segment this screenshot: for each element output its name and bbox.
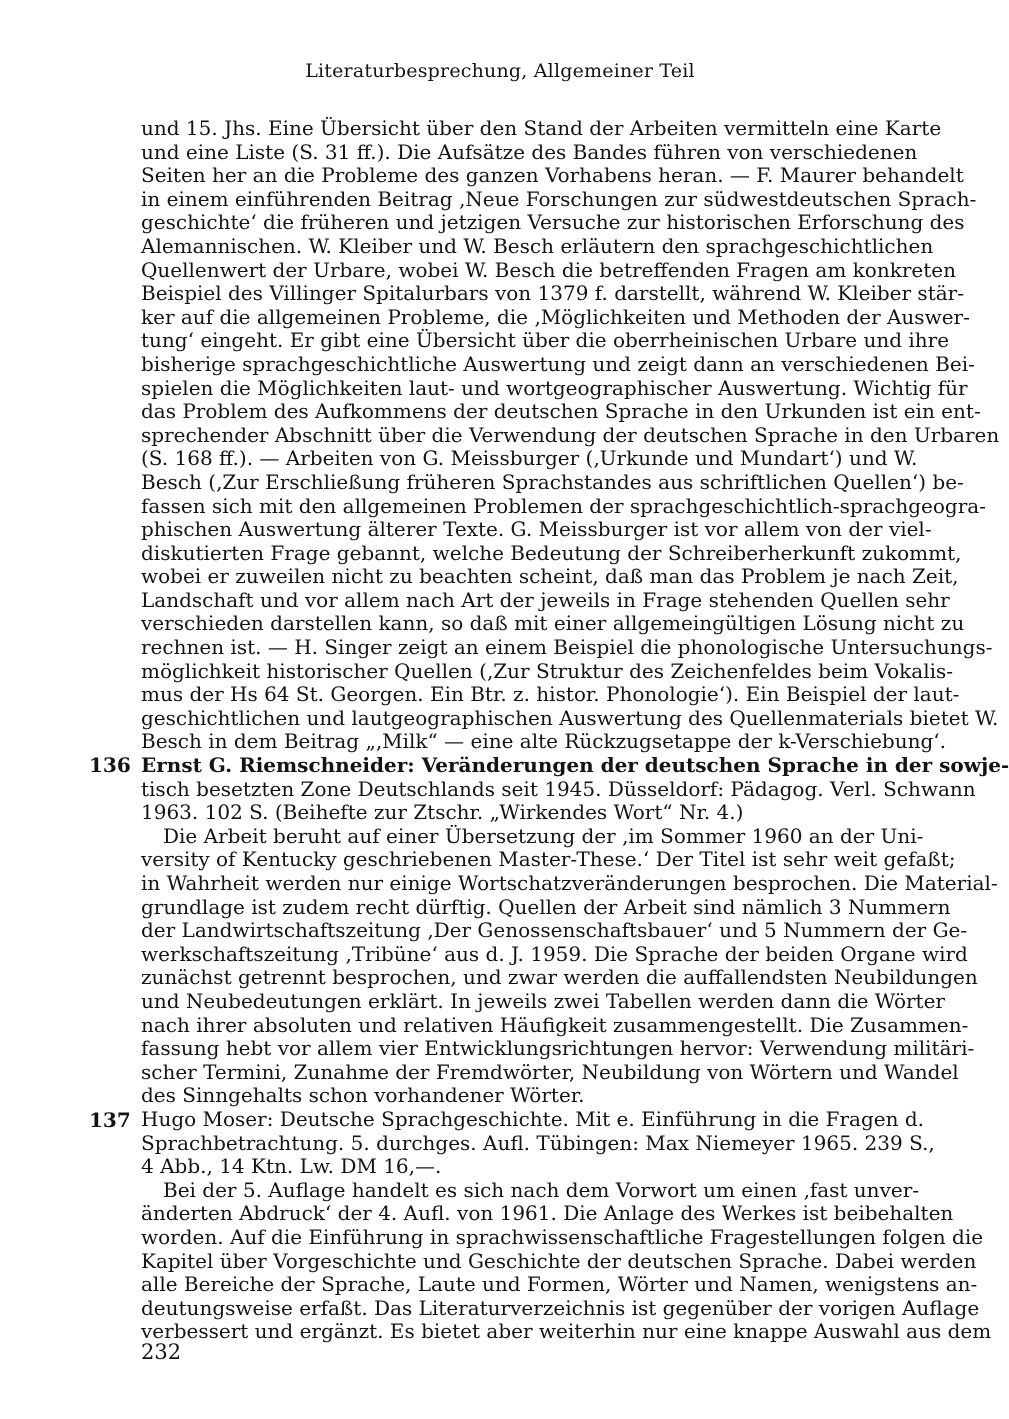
- text-line: tung‘ eingeht. Er gibt eine Übersicht über die oberrheinischen Urbare und ihre: [141, 328, 950, 353]
- text-line: geschichte‘ die früheren und jetzigen Versuche zur historischen Erforschung des: [141, 210, 965, 235]
- text-line: ker auf die allgemeinen Probleme, die ‚Möglichkeiten und Methoden der Auswer-: [141, 304, 970, 329]
- text-line: grundlage ist zudem recht dürftig. Quellen der Arbeit sind nämlich 3 Nummern: [141, 894, 951, 919]
- text-line: werkschaftszeitung ‚Tribüne‘ aus d. J. 1959. Die Sprache der beiden Organe wird: [141, 941, 968, 966]
- text-line: zunächst getrennt besprochen, und zwar werden die auffallendsten Neubildungen: [141, 965, 978, 990]
- entry-heading-line: 1963. 102 S. (Beihefte zur Ztschr. „Wirkendes Wort“ Nr. 4.): [141, 800, 744, 825]
- running-head: Literaturbesprechung, Allgemeiner Teil: [305, 60, 695, 82]
- entry-heading-line: tisch besetzten Zone Deutschlands seit 1945. Düsseldorf: Pädagog. Verl. Schwann: [141, 776, 976, 801]
- text-line: Besch in dem Beitrag „‚Milk“ — eine alte Rückzugsetappe der k-Verschiebung‘.: [141, 729, 946, 754]
- text-line: phischen Auswertung älterer Texte. G. Meissburger ist vor allem von der viel-: [141, 517, 932, 542]
- text-line: versity of Kentucky geschriebenen Master-These.‘ Der Titel ist sehr weit gefaßt;: [141, 847, 956, 872]
- entry-heading-line: Hugo Moser: Deutsche Sprachgeschichte. Mit e. Einführung in die Fragen d.: [141, 1106, 925, 1131]
- text-line: möglichkeit historischer Quellen (‚Zur Struktur des Zeichenfeldes beim Vokalis-: [141, 658, 954, 683]
- text-line: Beispiel des Villinger Spitalurbars von 1379 f. darstellt, während W. Kleiber stär-: [141, 281, 964, 306]
- entry-heading-line: Sprachbetrachtung. 5. durchges. Aufl. Tübingen: Max Niemeyer 1965. 239 S.,: [141, 1130, 935, 1155]
- text-line: Seiten her an die Probleme des ganzen Vorhabens heran. — F. Maurer behandelt: [141, 163, 964, 188]
- text-line: änderten Abdruck‘ der 4. Aufl. von 1961. Die Anlage des Werkes ist beibehalten: [141, 1201, 954, 1226]
- text-line: bisherige sprachgeschichtliche Auswertung und zeigt dann an verschiedenen Bei-: [141, 351, 975, 376]
- text-line: Die Arbeit beruht auf einer Übersetzung der ‚im Sommer 1960 an der Uni-: [163, 823, 924, 848]
- text-line: und Neubedeutungen erklärt. In jeweils zwei Tabellen werden dann die Wörter: [141, 988, 945, 1013]
- text-line: das Problem des Aufkommens der deutschen Sprache in den Urkunden ist ein ent-: [141, 399, 981, 424]
- body-text: [141, 116, 1009, 1344]
- text-line: Alemannischen. W. Kleiber und W. Besch erläutern den sprachgeschichtlichen: [141, 233, 934, 258]
- text-line: Quellenwert der Urbare, wobei W. Besch die betreffenden Fragen am konkreten: [141, 257, 956, 282]
- text-line: worden. Auf die Einführung in sprachwissenschaftliche Fragestellungen folgen die: [141, 1224, 984, 1249]
- text-line: verbessert und ergänzt. Es bietet aber weiterhin nur eine knappe Auswahl aus dem: [141, 1319, 992, 1344]
- entry-heading-line: 4 Abb., 14 Ktn. Lw. DM 16,—.: [141, 1154, 442, 1179]
- text-line: der Landwirtschaftszeitung ‚Der Genossenschaftsbauer‘ und 5 Nummern der Ge-: [141, 918, 968, 943]
- text-line: (S. 168 ff.). — Arbeiten von G. Meissburger (‚Urkunde und Mundart‘) und W.: [141, 446, 918, 471]
- text-line: nach ihrer absoluten und relativen Häufigkeit zusammengestellt. Die Zusammen-: [141, 1012, 969, 1037]
- text-line: fassung hebt vor allem vier Entwicklungsrichtungen hervor: Verwendung militäri-: [141, 1036, 975, 1061]
- text-line: Bei der 5. Auflage handelt es sich nach dem Vorwort um einen ‚fast unver-: [163, 1177, 920, 1202]
- entry-heading-line: Ernst G. Riemschneider: Veränderungen der deutschen Sprache in der sowje-: [141, 753, 1009, 778]
- text-line: Landschaft und vor allem nach Art der jeweils in Frage stehenden Quellen sehr: [141, 587, 950, 612]
- text-line: rechnen ist. — H. Singer zeigt an einem Beispiel die phonologische Untersuchungs-: [141, 635, 993, 660]
- text-line: verschieden darstellen kann, so daß mit einer allgemeingültigen Lösung nicht zu: [141, 611, 965, 636]
- text-line: alle Bereiche der Sprache, Laute und Formen, Wörter und Namen, wenigstens an-: [141, 1272, 978, 1297]
- page-number: 232: [141, 1340, 182, 1364]
- text-line: geschichtlichen und lautgeographischen Auswertung des Quellenmaterials bietet W.: [141, 705, 999, 730]
- text-line: mus der Hs 64 St. Georgen. Ein Btr. z. histor. Phonologie‘). Ein Beispiel der laut-: [141, 682, 960, 707]
- entry-number-136: 136: [89, 753, 131, 777]
- text-line: in einem einführenden Beitrag ‚Neue Forschungen zur südwestdeutschen Sprach-: [141, 186, 977, 211]
- text-line: scher Termini, Zunahme der Fremdwörter, Neubildung von Wörtern und Wandel: [141, 1059, 959, 1084]
- text-line: fassen sich mit den allgemeinen Problemen der sprachgeschichtlich-sprachgeogra-: [141, 493, 986, 518]
- text-line: Besch (‚Zur Erschließung früheren Sprachstandes aus schriftlichen Quellen‘) be-: [141, 469, 964, 494]
- text-line: diskutierten Frage gebannt, welche Bedeutung der Schreiberherkunft zukommt,: [141, 540, 962, 565]
- text-line: des Sinngehalts schon vorhandener Wörter.: [141, 1083, 585, 1108]
- text-line: spielen die Möglichkeiten laut- und wortgeographischer Auswertung. Wichtig für: [141, 375, 968, 400]
- text-line: Kapitel über Vorgeschichte und Geschichte der deutschen Sprache. Dabei werden: [141, 1248, 977, 1273]
- text-line: und 15. Jhs. Eine Übersicht über den Stand der Arbeiten vermitteln eine Karte: [141, 116, 942, 140]
- text-line: sprechender Abschnitt über die Verwendung der deutschen Sprache in den Urbaren: [141, 422, 1000, 447]
- text-line: wobei er zuweilen nicht zu beachten scheint, daß man das Problem je nach Zeit,: [141, 564, 959, 589]
- entry-number-137: 137: [89, 1108, 131, 1132]
- text-line: und eine Liste (S. 31 ff.). Die Aufsätze des Bandes führen von verschiedenen: [141, 139, 918, 164]
- text-line: in Wahrheit werden nur einige Wortschatzveränderungen besprochen. Die Material-: [141, 871, 998, 895]
- text-line: deutungsweise erfaßt. Das Literaturverzeichnis ist gegenüber der vorigen Auflage: [141, 1295, 980, 1320]
